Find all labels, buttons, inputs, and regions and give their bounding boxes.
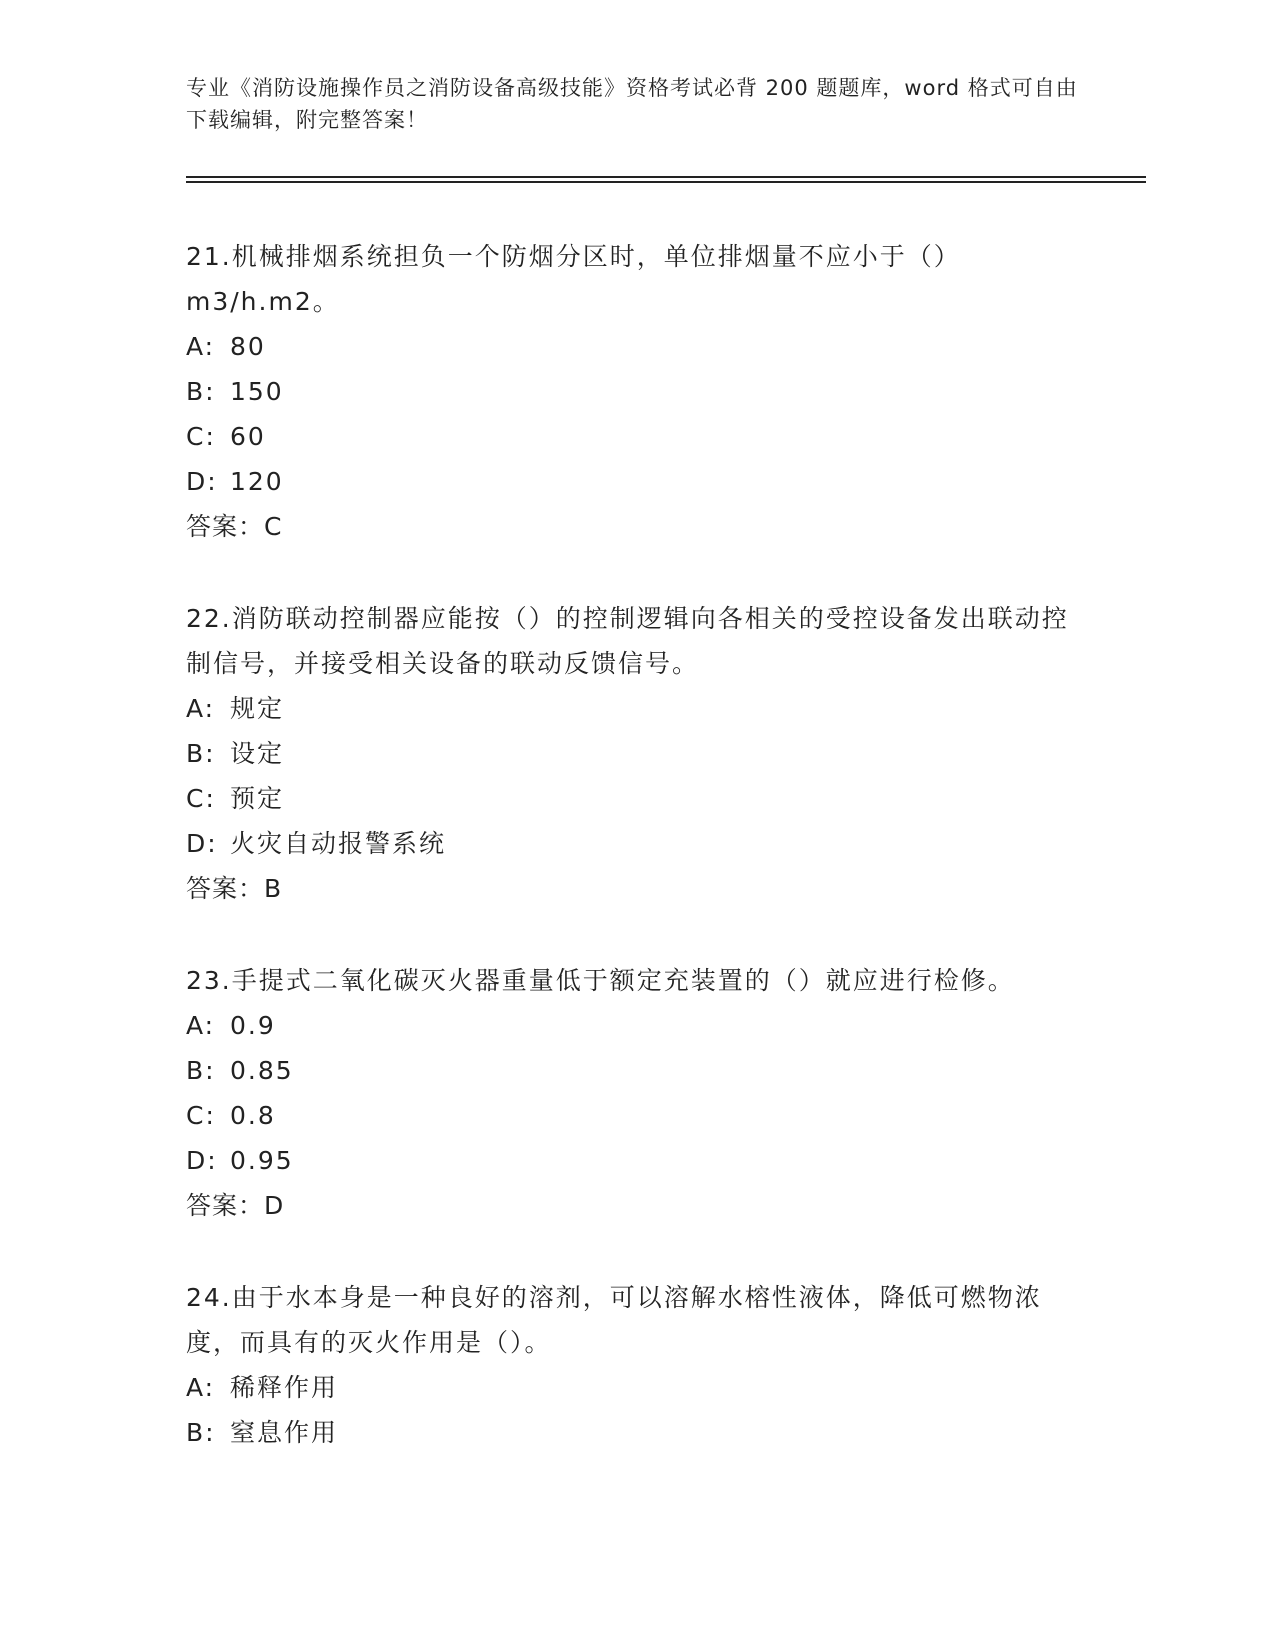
- answer-line: [186, 1183, 1086, 1228]
- option-c: [186, 1093, 1086, 1138]
- option-d: [186, 1138, 1086, 1183]
- option-key: A:: [186, 694, 216, 723]
- question-24: [186, 1275, 1086, 1455]
- option-value: 60: [230, 422, 266, 451]
- option-a: [186, 1365, 1086, 1410]
- option-value: 预定: [230, 784, 285, 813]
- option-b: [186, 731, 1086, 776]
- answer-value: D: [264, 1191, 285, 1220]
- answer-label: 答案：: [186, 512, 265, 541]
- question-text: 22.消防联动控制器应能按（）的控制逻辑向各相关的受控设备发出联动控制信号，并接受相关设备的联动反馈信号。: [186, 604, 1069, 678]
- option-value: 150: [230, 377, 284, 406]
- answer-label: 答案：: [186, 874, 265, 903]
- question-22: [186, 596, 1086, 911]
- option-b: [186, 1048, 1086, 1093]
- option-value: 120: [230, 467, 284, 496]
- option-value: 规定: [230, 694, 285, 723]
- option-value: 0.95: [230, 1146, 294, 1175]
- option-value: 0.8: [230, 1101, 276, 1130]
- option-key: B:: [186, 739, 216, 768]
- option-d: [186, 821, 1086, 866]
- option-key: A:: [186, 332, 216, 361]
- answer-value: B: [264, 874, 283, 903]
- option-value: 80: [230, 332, 266, 361]
- option-key: D:: [186, 467, 218, 496]
- option-key: D:: [186, 1146, 218, 1175]
- header-divider-bottom: [186, 181, 1146, 183]
- option-key: C:: [186, 784, 216, 813]
- option-a: [186, 324, 1086, 369]
- option-b: [186, 369, 1086, 414]
- option-value: 窒息作用: [230, 1418, 339, 1447]
- option-b: [186, 1410, 1086, 1455]
- option-value: 0.85: [230, 1056, 294, 1085]
- option-key: C:: [186, 1101, 216, 1130]
- option-a: [186, 1003, 1086, 1048]
- option-c: [186, 776, 1086, 821]
- answer-label: 答案：: [186, 1191, 265, 1220]
- answer-value: C: [264, 512, 283, 541]
- option-d: [186, 459, 1086, 504]
- question-text: 23.手提式二氧化碳灭火器重量低于额定充装置的（）就应进行检修。: [186, 966, 1015, 995]
- option-c: [186, 414, 1086, 459]
- question-text: 21.机械排烟系统担负一个防烟分区时，单位排烟量不应小于（）m3/h.m2。: [186, 242, 961, 316]
- option-key: C:: [186, 422, 216, 451]
- document-header: 专业《消防设施操作员之消防设备高级技能》资格考试必背 200 题题库，word 格式可自由下载编辑，附完整答案！: [186, 76, 1078, 132]
- option-a: [186, 686, 1086, 731]
- option-key: A:: [186, 1011, 216, 1040]
- option-value: 火灾自动报警系统: [230, 829, 447, 858]
- question-23: [186, 958, 1086, 1228]
- answer-line: [186, 504, 1086, 549]
- option-value: 设定: [230, 739, 285, 768]
- option-key: A:: [186, 1373, 216, 1402]
- option-key: B:: [186, 377, 216, 406]
- question-text: 24.由于水本身是一种良好的溶剂，可以溶解水榕性液体，降低可燃物浓度，而具有的灭火作用是（）。: [186, 1283, 1042, 1357]
- header-divider-top: [186, 176, 1146, 178]
- answer-line: [186, 866, 1086, 911]
- option-value: 稀释作用: [230, 1373, 339, 1402]
- option-key: D:: [186, 829, 218, 858]
- option-key: B:: [186, 1056, 216, 1085]
- option-key: B:: [186, 1418, 216, 1447]
- question-21: [186, 234, 1086, 549]
- option-value: 0.9: [230, 1011, 276, 1040]
